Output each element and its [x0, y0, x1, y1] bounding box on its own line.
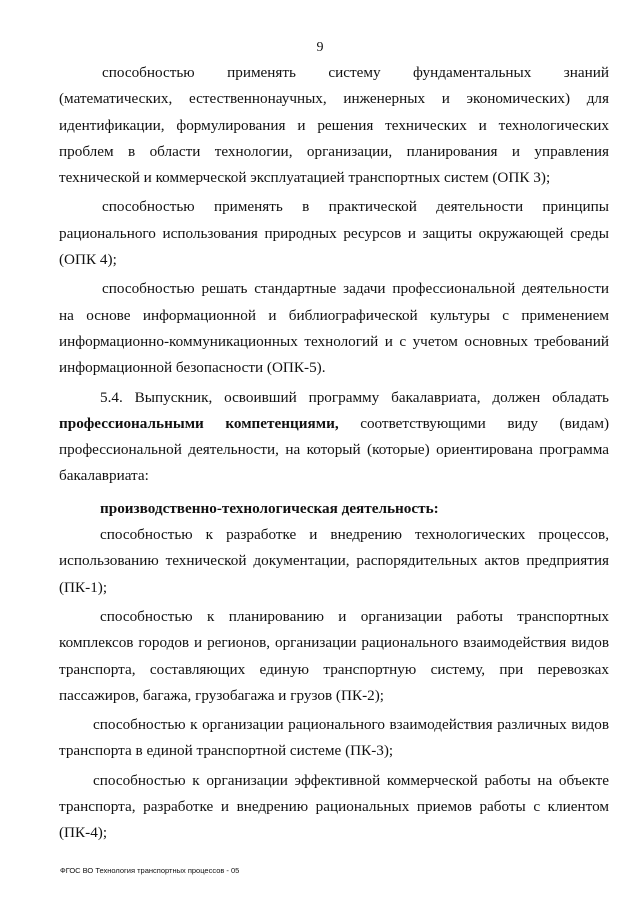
section-heading: [59, 496, 609, 522]
paragraph-pk2: способностью к планированию и организации работы транспортных комплексов городов и регионов, организации рационального взаимодействия видов транспорта, составляющих единую транспортную систему, при перевозках пассажиров, багажа, грузобагажа и грузов (ПК-2);: [59, 607, 609, 704]
document-body: [59, 60, 609, 847]
paragraph-pk1: способностью к разработке и внедрению технологических процессов, использованию технической документации, распорядительных актов предприятия (ПК-1);: [59, 526, 609, 596]
paragraph-section-5-4: [59, 385, 609, 490]
section-5-4-bold-term: профессиональными компетенциями,: [59, 414, 339, 432]
paragraph-opk5: способностью решать стандартные задачи профессиональной деятельности на основе информационной и библиографической культуры с применением информационно-коммуникационных технологий и с учетом основных требований информационной безопасности (ОПК-5).: [59, 280, 609, 377]
page-footer: ФГОС ВО Технология транспортных процессов - 05: [60, 866, 240, 875]
section-5-4-suffix: соответствующими виду (видам) профессиональной деятельности, на который (которые) ориентирована программа бакалавриата:: [59, 414, 610, 485]
paragraph-pk3: способностью к организации рационального взаимодействия различных видов транспорта в единой транспортной системе (ПК-3);: [59, 716, 609, 760]
paragraph-opk4: способностью применять в практической деятельности принципы рационального использования природных ресурсов и защиты окружающей среды (ОПК 4);: [59, 198, 609, 269]
paragraph-pk4: способностью к организации эффективной коммерческой работы на объекте транспорта, разработке и внедрению рациональных приемов работы с клиентом (ПК-4);: [59, 771, 609, 842]
paragraph-opk3: способностью применять систему фундаментальных знаний (математических, естественнонаучных, инженерных и экономических) для идентификации, формулирования и решения технических и технологических проблем в области технологии, организации, планирования и управления технической и коммерческой эксплуатацией транспортных систем (ОПК 3);: [59, 64, 609, 187]
section-5-4-prefix: 5.4. Выпускник, освоивший программу бакалавриата, должен обладать: [100, 388, 609, 406]
page-number: 9: [316, 40, 324, 55]
heading-production-technological: производственно-технологическая деятельность:: [100, 499, 439, 517]
